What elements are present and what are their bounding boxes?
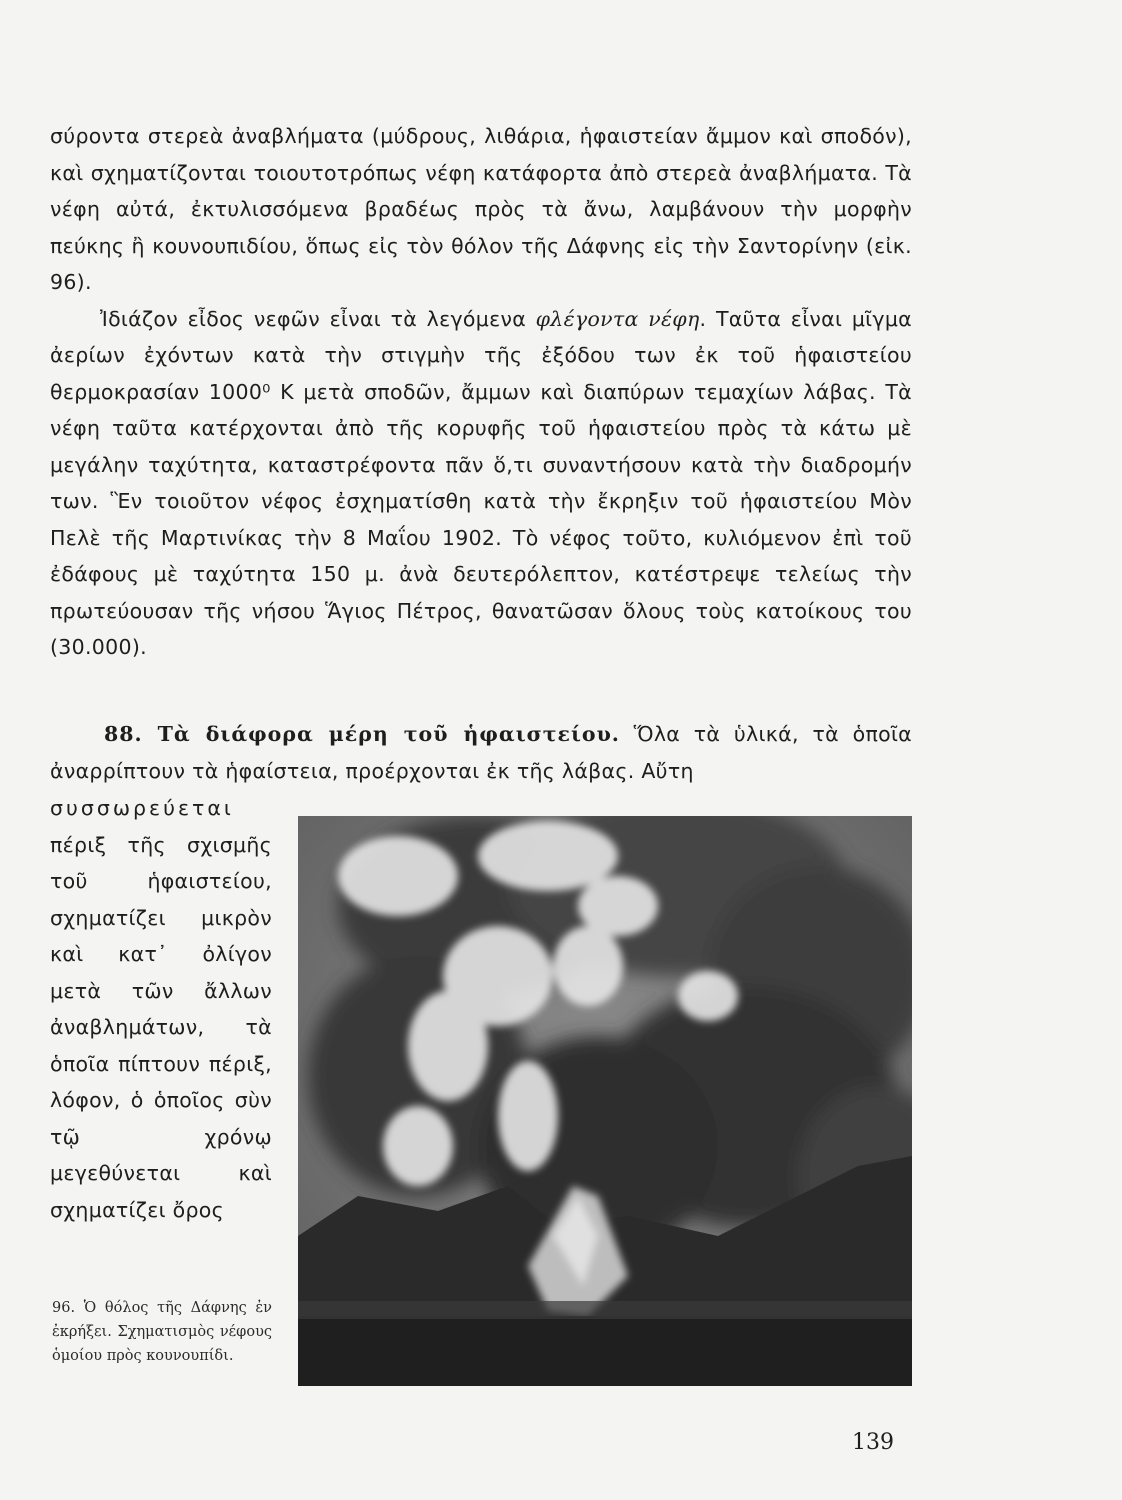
section-intro [50,716,912,789]
page-number: 139 [852,1430,894,1455]
paragraph-2-italic-term: φλέγοντα νέφη [535,306,700,331]
eruption-photo [298,816,912,1386]
eruption-photo-illustration [298,816,912,1386]
left-column-text [50,790,272,1228]
paragraph-2 [50,301,912,666]
left-column-body: πέριξ τῆς σχισμῆς τοῦ ἡφαιστείου, σχηματίζει μικρὸν καὶ κατ᾽ ὀλίγον μετὰ τῶν ἄλλων ἀναβλημάτων, τὰ ὁποῖα πίπτουν πέριξ, λόφον, ὁ ὁποῖος σὺν τῷ χρόνῳ μεγεθύνεται καὶ σχηματίζει ὄρος [50,832,272,1222]
paragraph-1: σύροντα στερεὰ ἀναβλήματα (μύδρους, λιθάρια, ἡφαιστείαν ἄμμον καὶ σποδόν), καὶ σχηματίζονται τοιουτοτρόπως νέφη κατάφορτα ἀπὸ στερεὰ ἀναβλήματα. Τὰ νέφη αὐτά, ἐκτυλισσόμενα βραδέως πρὸς τὰ ἄνω, λαμβάνουν τὴν μορφὴν πεύκης ἢ κουνουπιδίου, ὅπως εἰς τὸν θόλον τῆς Δάφνης εἰς τὴν Σαντορίνην (εἰκ. 96). [50,124,912,294]
section-text: Ὅλα τὰ ὑλικά, τὰ ὁποῖα ἀναρρίπτουν τὰ ἡφαίστεια, προέρχονται ἐκ τῆς λάβας. Αὔτη [50,722,912,783]
paragraph-2-rest: . Ταῦτα εἶναι μῖγμα ἀερίων ἐχόντων κατὰ τὴν στιγμὴν τῆς ἐξόδου των ἐκ τοῦ ἡφαιστείου θερμοκρασίαν 1000⁰ Κ μετὰ σποδῶν, ἄμμων καὶ διαπύρων τεμαχίων λάβας. Τὰ νέφη ταῦτα κατέρχονται ἀπὸ τῆς κορυφῆς τοῦ ἡφαιστείου πρὸς τὰ κάτω μὲ μεγάλην ταχύτητα, καταστρέφοντα πᾶν ὅ,τι συναντήσουν κατὰ τὴν διαδρομήν των. Ἓν τοιοῦτον νέφος ἐσχηματίσθη κατὰ τὴν ἔκρηξιν τοῦ ἡφαιστείου Μὸν Πελὲ τῆς Μαρτινίκας τὴν 8 Μαΐου 1902. Τὸ νέφος τοῦτο, κυλιόμενον ἐπὶ τοῦ ἐδάφους μὲ ταχύτητα 150 μ. ἀνὰ δευτερόλεπτον, κατέστρεψε τελείως τὴν πρωτεύουσαν τῆς νήσου Ἅγιος Πέτρος, θανατῶσαν ὅλους τοὺς κατοίκους του (30.000). [50,306,912,659]
body-text [50,118,912,666]
figure-caption: 96. Ὁ θόλος τῆς Δάφνης ἐν ἐκρήξει. Σχηματισμὸς νέφους ὁμοίου πρὸς κουνουπίδι. [52,1300,272,1364]
section-paragraph [50,716,912,789]
paragraph-2-start: Ἰδιάζον εἶδος νεφῶν εἶναι τὰ λεγόμενα [100,306,536,331]
section-heading: 88. Τὰ διάφορα μέρη τοῦ ἡφαιστείου. [104,722,620,746]
left-column-first-line: συσσωρεύεται [50,796,234,820]
